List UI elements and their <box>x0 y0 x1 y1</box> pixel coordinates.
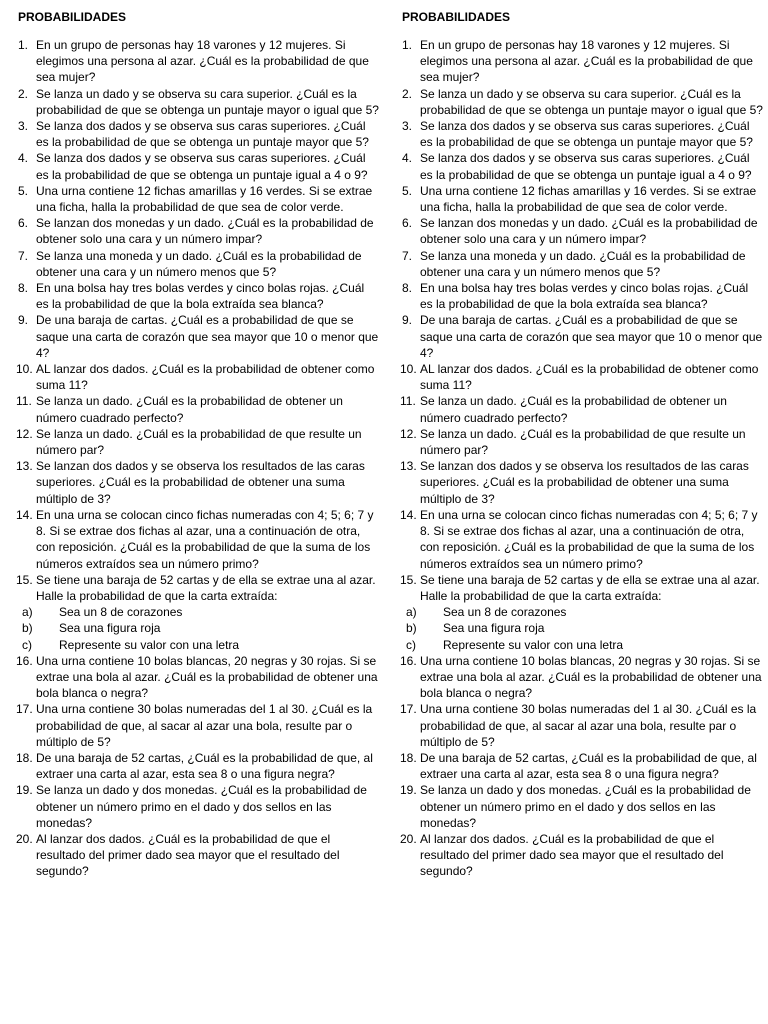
question-number: 9. <box>18 313 29 328</box>
question-number: 19. <box>400 783 417 798</box>
page-title: PROBABILIDADES <box>18 10 127 24</box>
question-text: Se tiene una baraja de 52 cartas y de ella se extrae una al azar. Halle la probabilidad de que la carta extraída: <box>420 572 760 603</box>
question-number: 20. <box>16 831 33 846</box>
question-number: 16. <box>16 653 33 668</box>
question-text: En una bolsa hay tres bolas verdes y cinco bolas rojas. ¿Cuál es la probabilidad de que la bola extraída sea blanca? <box>36 281 365 312</box>
question-number: 5. <box>402 183 413 198</box>
question-item <box>402 653 764 702</box>
sub-question-text: Sea una figura roja <box>59 621 161 636</box>
question-number: 11. <box>400 394 416 409</box>
question-text: Se lanza dos dados y se observa sus caras superiores. ¿Cuál es la probabilidad de que se obtenga un puntaje igual a 4 o 9? <box>420 151 752 182</box>
question-text: De una baraja de cartas. ¿Cuál es a probabilidad de que se saque una carta de corazón que sea mayor que 10 o menor que 4? <box>36 313 379 360</box>
sub-question-item <box>402 637 764 653</box>
question-text: Se tiene una baraja de 52 cartas y de ella se extrae una al azar. Halle la probabilidad de que la carta extraída: <box>36 572 376 603</box>
column-right <box>402 9 764 880</box>
question-text: AL lanzar dos dados. ¿Cuál es la probabilidad de obtener como suma 11? <box>420 362 759 393</box>
question-item <box>18 280 380 312</box>
question-number: 18. <box>16 750 33 765</box>
question-item <box>18 248 380 280</box>
question-item <box>18 458 380 507</box>
question-text: Una urna contiene 12 fichas amarillas y 16 verdes. Si se extrae una ficha, halla la probabilidad de que sea de color verde. <box>420 183 757 215</box>
question-item <box>402 312 764 361</box>
question-text: Se lanza un dado. ¿Cuál es la probabilidad de que resulte un número par? <box>420 426 746 458</box>
sub-question-text: Sea un 8 de corazones <box>59 605 183 620</box>
question-item <box>402 750 764 782</box>
question-number: 5. <box>18 183 29 198</box>
sub-question-letter: c) <box>22 637 32 652</box>
question-number: 13. <box>400 459 417 474</box>
sub-question-item <box>18 620 380 636</box>
question-text: Una urna contiene 30 bolas numeradas del 1 al 30. ¿Cuál es la probabilidad de que, al sacar al azar una bola, resulte par o múltiplo de 5? <box>36 702 373 749</box>
question-number: 4. <box>18 151 29 166</box>
question-text: En un grupo de personas hay 18 varones y 12 mujeres. Si elegimos una persona al azar. ¿Cuál es la probabilidad de que sea mujer? <box>420 38 753 85</box>
question-number: 12. <box>400 426 417 441</box>
question-text: De una baraja de 52 cartas, ¿Cuál es la probabilidad de que, al extraer una carta al azar, esta sea 8 o una figura negra? <box>420 750 757 782</box>
question-number: 8. <box>18 281 29 296</box>
sub-question-text: Sea una figura roja <box>443 621 545 636</box>
question-text: De una baraja de cartas. ¿Cuál es a probabilidad de que se saque una carta de corazón que sea mayor que 10 o menor que 4? <box>420 313 763 360</box>
question-item <box>18 653 380 702</box>
sub-question-item <box>402 620 764 636</box>
sub-question-text: Represente su valor con una letra <box>59 637 240 652</box>
question-number: 9. <box>402 313 413 328</box>
question-number: 1. <box>18 38 29 52</box>
question-number: 17. <box>16 702 33 717</box>
question-text: De una baraja de 52 cartas, ¿Cuál es la probabilidad de que, al extraer una carta al azar, esta sea 8 o una figura negra? <box>36 750 373 782</box>
sub-question-letter: c) <box>406 637 416 652</box>
question-item <box>18 831 380 880</box>
question-text: Al lanzar dos dados. ¿Cuál es la probabilidad de que el resultado del primer dado sea mayor que el resultado del segundo? <box>420 831 724 879</box>
question-item <box>402 426 764 458</box>
question-number: 18. <box>400 750 417 765</box>
question-number: 2. <box>18 86 29 101</box>
sub-question-letter: a) <box>22 605 33 620</box>
question-item <box>18 118 380 150</box>
question-item <box>402 701 764 750</box>
question-text: Al lanzar dos dados. ¿Cuál es la probabilidad de que el resultado del primer dado sea mayor que el resultado del segundo? <box>36 831 340 879</box>
question-item <box>18 37 380 86</box>
question-number: 10. <box>16 362 33 377</box>
sub-question-letter: b) <box>406 621 417 636</box>
question-item <box>402 86 764 118</box>
question-list <box>18 37 380 880</box>
question-text: Se lanza un dado y dos monedas. ¿Cuál es la probabilidad de obtener un número primo en el dado y dos sellos en las monedas? <box>36 783 367 830</box>
column-left <box>18 9 380 880</box>
question-number: 15. <box>16 572 33 587</box>
question-text: Se lanzan dos dados y se observa los resultados de las caras superiores. ¿Cuál es la probabilidad de obtener una suma múltiplo de 3? <box>36 459 365 506</box>
question-number: 6. <box>402 216 413 231</box>
question-item <box>402 361 764 393</box>
question-number: 12. <box>16 426 33 441</box>
question-item <box>402 150 764 182</box>
question-text: Se lanza dos dados y se observa sus caras superiores. ¿Cuál es la probabilidad de que se obtenga un puntaje igual a 4 o 9? <box>36 151 368 182</box>
sub-question-letter: b) <box>22 621 33 636</box>
question-item <box>18 507 380 572</box>
question-item <box>18 312 380 361</box>
question-number: 7. <box>402 248 413 263</box>
question-number: 19. <box>16 783 33 798</box>
question-item <box>18 393 380 425</box>
question-item <box>18 701 380 750</box>
question-text: Se lanza un dado y se observa su cara superior. ¿Cuál es la probabilidad de que se obtenga un puntaje mayor o igual que 5? <box>420 86 763 117</box>
question-number: 11. <box>16 394 32 409</box>
question-text: En una urna se colocan cinco fichas numeradas con 4; 5; 6; 7 y 8. Si se extrae dos fichas al azar, una a continuación de otra, con reposición. ¿Cuál es la probabilidad de que la suma de los números extraídos sea un número primo? <box>420 507 758 571</box>
sub-question-letter: a) <box>406 605 417 620</box>
question-number: 8. <box>402 281 413 296</box>
question-text: Se lanzan dos dados y se observa los resultados de las caras superiores. ¿Cuál es la probabilidad de obtener una suma múltiplo de 3? <box>420 459 749 506</box>
question-text: En una urna se colocan cinco fichas numeradas con 4; 5; 6; 7 y 8. Si se extrae dos fichas al azar, una a continuación de otra, con reposición. ¿Cuál es la probabilidad de que la suma de los números extraídos sea un número primo? <box>36 507 374 571</box>
sub-question-text: Represente su valor con una letra <box>443 637 624 652</box>
question-text: Se lanza un dado. ¿Cuál es la probabilidad de que resulte un número par? <box>36 426 362 458</box>
question-text: Una urna contiene 30 bolas numeradas del 1 al 30. ¿Cuál es la probabilidad de que, al sacar al azar una bola, resulte par o múltiplo de 5? <box>420 702 757 749</box>
question-text: En un grupo de personas hay 18 varones y 12 mujeres. Si elegimos una persona al azar. ¿Cuál es la probabilidad de que sea mujer? <box>36 38 369 85</box>
question-item <box>18 361 380 393</box>
question-item <box>402 831 764 880</box>
question-text: Se lanzan dos monedas y un dado. ¿Cuál es la probabilidad de obtener solo una cara y un número impar? <box>420 216 758 247</box>
question-number: 17. <box>400 702 417 717</box>
question-number: 10. <box>400 362 417 377</box>
question-text: Se lanza un dado. ¿Cuál es la probabilidad de obtener un número cuadrado perfecto? <box>36 394 343 425</box>
question-number: 7. <box>18 248 29 263</box>
question-number: 13. <box>16 459 33 474</box>
question-text: Se lanza una moneda y un dado. ¿Cuál es la probabilidad de obtener una cara y un número menos que 5? <box>36 248 362 279</box>
question-item <box>18 86 380 118</box>
question-number: 6. <box>18 216 29 231</box>
page-title: PROBABILIDADES <box>402 10 511 24</box>
question-list <box>402 37 764 880</box>
question-text: Se lanza un dado y se observa su cara superior. ¿Cuál es la probabilidad de que se obtenga un puntaje mayor o igual que 5? <box>36 86 379 117</box>
question-item <box>402 248 764 280</box>
question-item <box>402 183 764 215</box>
question-number: 20. <box>400 831 417 846</box>
question-item <box>18 150 380 182</box>
question-item <box>402 118 764 150</box>
question-number: 4. <box>402 151 413 166</box>
sub-question-item <box>18 637 380 653</box>
sub-question-item <box>402 604 764 620</box>
sub-question-text: Sea un 8 de corazones <box>443 605 567 620</box>
question-item <box>402 572 764 604</box>
question-number: 15. <box>400 572 417 587</box>
question-number: 16. <box>400 653 417 668</box>
question-text: Se lanza dos dados y se observa sus caras superiores. ¿Cuál es la probabilidad de que se obtenga un puntaje mayor que 5? <box>420 119 753 150</box>
question-item <box>402 458 764 507</box>
question-text: Una urna contiene 10 bolas blancas, 20 negras y 30 rojas. Si se extrae una bola al azar. ¿Cuál es la probabilidad de obtener una bola blanca o negra? <box>420 653 762 701</box>
question-number: 3. <box>18 119 29 134</box>
question-item <box>402 280 764 312</box>
question-text: Una urna contiene 12 fichas amarillas y 16 verdes. Si se extrae una ficha, halla la probabilidad de que sea de color verde. <box>36 183 373 215</box>
question-item <box>402 782 764 831</box>
question-item <box>18 215 380 247</box>
question-number: 1. <box>402 38 413 52</box>
question-text: Una urna contiene 10 bolas blancas, 20 negras y 30 rojas. Si se extrae una bola al azar. ¿Cuál es la probabilidad de obtener una bola blanca o negra? <box>36 653 378 701</box>
question-number: 14. <box>400 507 417 522</box>
question-text: Se lanza un dado. ¿Cuál es la probabilidad de obtener un número cuadrado perfecto? <box>420 394 727 425</box>
question-item <box>402 393 764 425</box>
question-text: En una bolsa hay tres bolas verdes y cinco bolas rojas. ¿Cuál es la probabilidad de que la bola extraída sea blanca? <box>420 281 749 312</box>
question-number: 14. <box>16 507 33 522</box>
question-item <box>402 215 764 247</box>
question-text: Se lanza una moneda y un dado. ¿Cuál es la probabilidad de obtener una cara y un número menos que 5? <box>420 248 746 279</box>
question-item <box>18 750 380 782</box>
question-text: AL lanzar dos dados. ¿Cuál es la probabilidad de obtener como suma 11? <box>36 362 375 393</box>
question-text: Se lanza un dado y dos monedas. ¿Cuál es la probabilidad de obtener un número primo en el dado y dos sellos en las monedas? <box>420 783 751 830</box>
sub-question-item <box>18 604 380 620</box>
question-item <box>18 782 380 831</box>
question-text: Se lanzan dos monedas y un dado. ¿Cuál es la probabilidad de obtener solo una cara y un número impar? <box>36 216 374 247</box>
question-item <box>18 183 380 215</box>
question-item <box>18 572 380 604</box>
question-text: Se lanza dos dados y se observa sus caras superiores. ¿Cuál es la probabilidad de que se obtenga un puntaje mayor que 5? <box>36 119 369 150</box>
question-number: 3. <box>402 119 413 134</box>
question-item <box>402 507 764 572</box>
question-item <box>18 426 380 458</box>
question-item <box>402 37 764 86</box>
question-number: 2. <box>402 86 413 101</box>
